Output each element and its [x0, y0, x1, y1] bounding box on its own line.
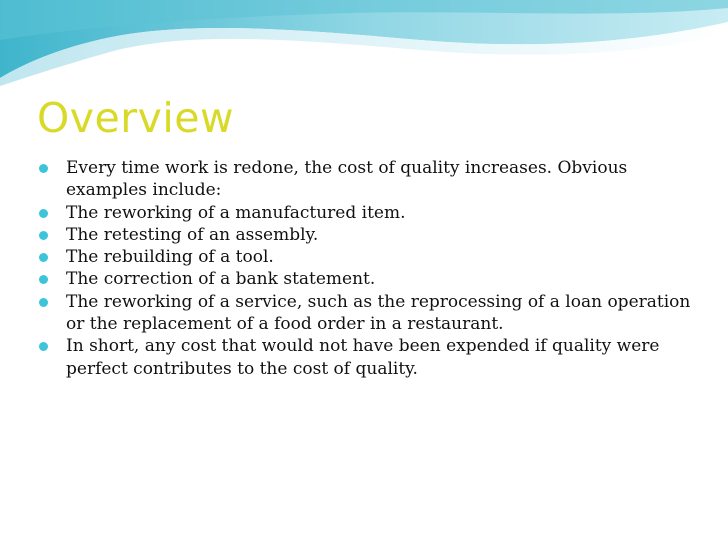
header-wave-decoration	[0, 0, 728, 90]
list-item	[38, 268, 710, 290]
bullet-text: The reworking of a manufactured item.	[66, 202, 406, 223]
list-item	[38, 291, 710, 336]
bullet-dot-icon	[39, 253, 48, 262]
list-item	[38, 202, 710, 224]
bullet-dot-icon	[39, 231, 48, 240]
bullet-text: The reworking of a service, such as the reprocessing of a loan operation or the replacement of a food order in a restaurant.	[66, 291, 691, 335]
bullet-dot-icon	[39, 164, 48, 173]
bullet-text: The correction of a bank statement.	[66, 269, 376, 290]
list-item	[38, 157, 710, 202]
bullet-dot-icon	[39, 209, 48, 218]
bullet-text: In short, any cost that would not have been expended if quality were perfect contributes to the cost of quality.	[66, 336, 660, 379]
bullet-text: The rebuilding of a tool.	[66, 247, 274, 268]
bullet-text: Every time work is redone, the cost of quality increases. Obvious examples include:	[66, 158, 628, 201]
bullet-list	[38, 157, 710, 380]
list-item	[38, 224, 710, 246]
bullet-dot-icon	[39, 275, 48, 284]
list-item	[38, 246, 710, 268]
slide-title: Overview	[37, 94, 235, 142]
bullet-dot-icon	[39, 298, 48, 307]
list-item	[38, 335, 710, 380]
bullet-text: The retesting of an assembly.	[66, 224, 319, 245]
bullet-dot-icon	[39, 342, 48, 351]
